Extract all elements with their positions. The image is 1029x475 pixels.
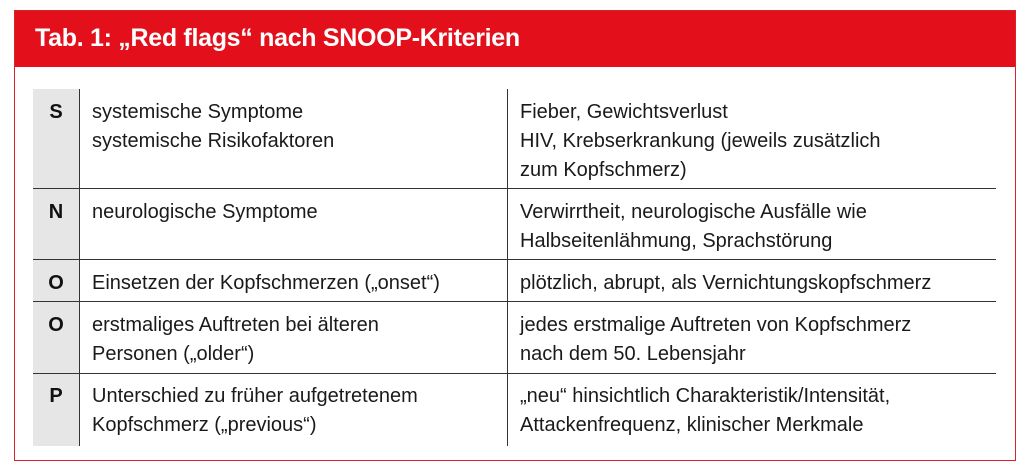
criterion-cell bbox=[92, 382, 418, 440]
row-separator bbox=[33, 259, 996, 260]
criterion-line: Unterschied zu früher aufgetretenem bbox=[92, 385, 418, 407]
examples-line: HIV, Krebserkrankung (jeweils zusätzlich bbox=[520, 130, 881, 152]
criterion-line: systemische Symptome bbox=[92, 101, 304, 123]
snoop-table bbox=[14, 10, 1016, 461]
examples-line: Verwirrtheit, neurologische Ausfälle wie bbox=[520, 201, 867, 223]
criterion-line: erstmaliges Auftreten bei älteren bbox=[92, 314, 379, 336]
row-separator bbox=[33, 373, 996, 374]
criterion-line: systemische Risikofaktoren bbox=[92, 130, 335, 152]
row-separator bbox=[33, 188, 996, 189]
examples-line: Fieber, Gewichtsverlust bbox=[520, 101, 728, 123]
row-letter: P bbox=[49, 385, 63, 407]
column-divider-2 bbox=[507, 89, 508, 446]
examples-cell bbox=[520, 198, 867, 256]
row-letter: N bbox=[48, 201, 64, 223]
examples-line: „neu“ hinsichtlich Charakteristik/Intensität, bbox=[520, 385, 891, 407]
criterion-line: Kopfschmerz („previous“) bbox=[92, 414, 317, 436]
criterion-line: Einsetzen der Kopfschmerzen („onset“) bbox=[92, 272, 440, 294]
examples-cell bbox=[520, 382, 890, 440]
row-letter: O bbox=[48, 314, 64, 336]
criterion-cell bbox=[92, 198, 318, 227]
examples-cell bbox=[520, 98, 881, 185]
examples-line: plötzlich, abrupt, als Vernichtungskopfschmerz bbox=[520, 272, 932, 294]
examples-line: nach dem 50. Lebensjahr bbox=[520, 343, 746, 365]
examples-line: Attackenfrequenz, klinischer Merkmale bbox=[520, 414, 864, 436]
criterion-line: Personen („older“) bbox=[92, 343, 255, 365]
table-header bbox=[15, 11, 1015, 67]
criterion-line: neurologische Symptome bbox=[92, 201, 318, 223]
column-divider-1 bbox=[79, 89, 80, 446]
criterion-cell bbox=[92, 98, 334, 156]
table-title: Tab. 1: „Red flags“ nach SNOOP-Kriterien bbox=[35, 24, 520, 52]
examples-cell bbox=[520, 311, 911, 369]
examples-cell bbox=[520, 269, 931, 298]
row-separator bbox=[33, 301, 996, 302]
examples-line: jedes erstmalige Auftreten von Kopfschmerz bbox=[520, 314, 912, 336]
criterion-cell bbox=[92, 269, 440, 298]
criterion-cell bbox=[92, 311, 379, 369]
examples-line: Halbseitenlähmung, Sprachstörung bbox=[520, 230, 833, 252]
row-letter: O bbox=[48, 272, 64, 294]
row-letter: S bbox=[49, 101, 63, 123]
examples-line: zum Kopfschmerz) bbox=[520, 159, 687, 181]
